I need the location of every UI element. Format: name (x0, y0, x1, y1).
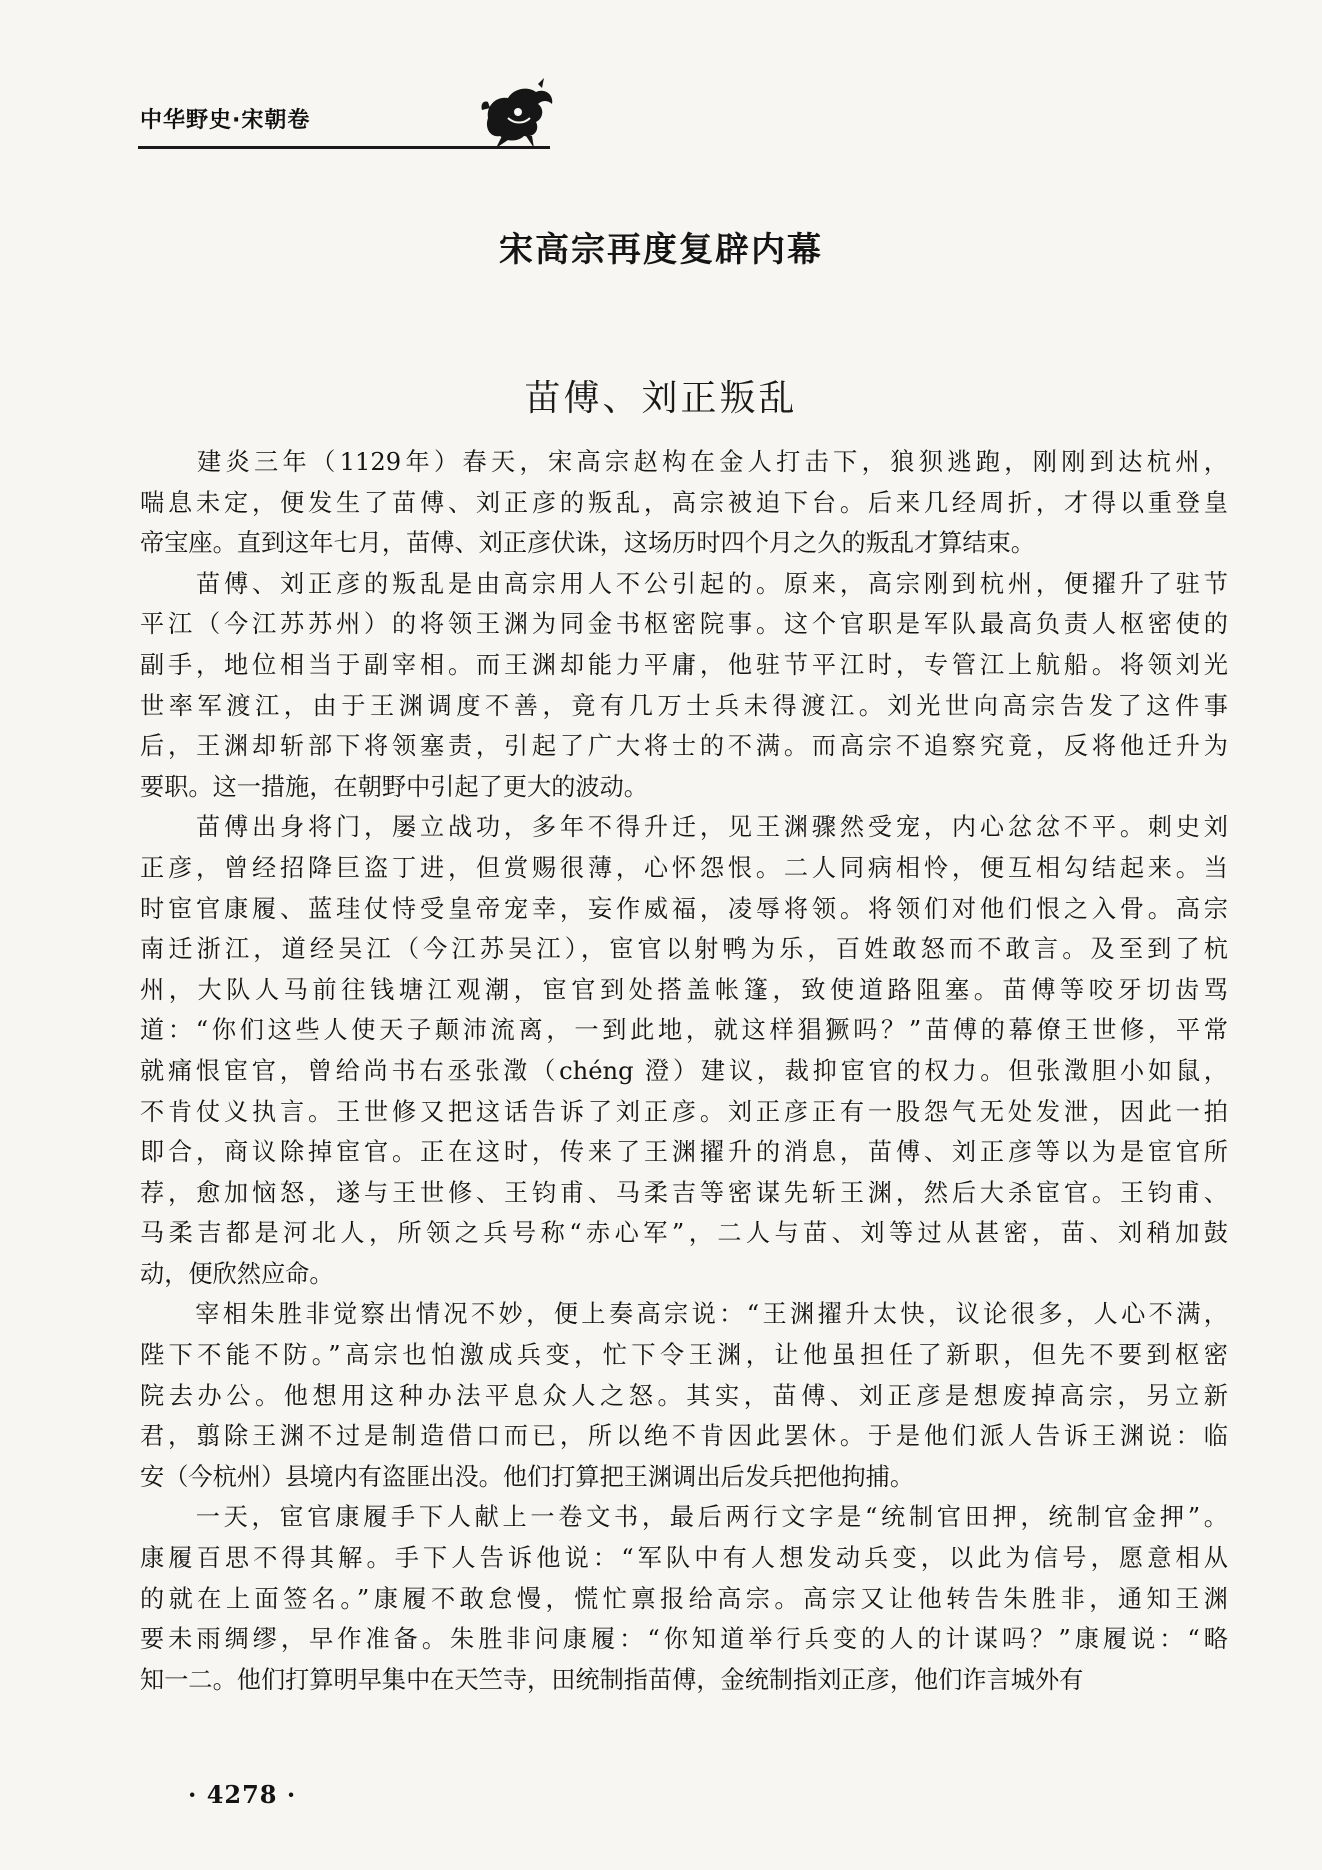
text-line: 州，大队人马前往钱塘江观潮，宦官到处搭盖帐篷，致使道路阻塞。苗傅等咬牙切齿骂 (140, 975, 1228, 1004)
text-line: 副手，地位相当于副宰相。而王渊却能力平庸，他驻节平江时，专管江上航船。将领刘光 (140, 650, 1228, 679)
text-line: 建炎三年（1129年）春天，宋高宗赵构在金人打击下，狼狈逃跑，刚刚到达杭州， (140, 448, 1228, 476)
header-label: 中华野史·宋朝卷 (140, 108, 311, 133)
text-line: 马柔吉都是河北人，所领之兵号称“赤心军”，二人与苗、刘等过从甚密，苗、刘稍加鼓 (140, 1219, 1228, 1248)
text-line: 平江（今江苏苏州）的将领王渊为同金书枢密院事。这个官职是军队最高负责人枢密使的 (140, 610, 1228, 639)
text-line: 宰相朱胜非觉察出情况不妙，便上奏高宗说：“王渊擢升太快，议论很多，人心不满， (140, 1300, 1228, 1329)
dragon-emblem-icon (478, 78, 560, 150)
body-text (140, 442, 1228, 1700)
text-line: 喘息未定，便发生了苗傅、刘正彦的叛乱，高宗被迫下台。后来几经周折，才得以重登皇 (140, 488, 1228, 517)
text-line: 世率军渡江，由于王渊调度不善，竟有几万士兵未得渡江。刘光世向高宗告发了这件事 (140, 691, 1228, 720)
text-line: 道：“你们这些人使天子颠沛流离，一到此地，就这样猖獗吗？”苗傅的幕僚王世修，平常 (140, 1016, 1228, 1045)
text-line: 动，便欣然应命。 (140, 1259, 334, 1288)
text-line: 知一二。他们打算明早集中在天竺寺，田统制指苗傅，金统制指刘正彦，他们诈言城外有 (140, 1665, 1084, 1694)
text-line: 要职。这一措施，在朝野中引起了更大的波动。 (140, 772, 648, 801)
text-line: 一天，宦官康履手下人献上一卷文书，最后两行文字是“统制官田押，统制官金押”。 (140, 1503, 1228, 1532)
text-line: 苗傅出身将门，屡立战功，多年不得升迁，见王渊骤然受宠，内心忿忿不平。刺史刘 (140, 813, 1228, 842)
text-line: 帝宝座。直到这年七月，苗傅、刘正彦伏诛，这场历时四个月之久的叛乱才算结束。 (140, 529, 1035, 558)
text-line: 要未雨绸缪，早作准备。朱胜非问康履：“你知道举行兵变的人的计谋吗？”康履说：“略 (140, 1625, 1228, 1654)
text-line: 即合，商议除掉宦官。正在这时，传来了王渊擢升的消息，苗傅、刘正彦等以为是宦官所 (140, 1138, 1228, 1167)
text-line: 荐，愈加恼怒，遂与王世修、王钧甫、马柔吉等密谋先斩王渊，然后大杀宦官。王钧甫、 (140, 1178, 1228, 1207)
text-line: 安（今杭州）县境内有盗匪出没。他们打算把王渊调出后发兵把他拘捕。 (140, 1462, 915, 1491)
text-line: 康履百思不得其解。手下人告诉他说：“军队中有人想发动兵变，以此为信号，愿意相从 (140, 1544, 1228, 1573)
article-title: 宋高宗再度复辟内幕 (499, 230, 823, 270)
text-line: 正彦，曾经招降巨盗丁进，但赏赐很薄，心怀怨恨。二人同病相怜，便互相勾结起来。当 (140, 853, 1228, 882)
section-title: 苗傅、刘正叛乱 (524, 378, 798, 419)
text-line: 苗傅、刘正彦的叛乱是由高宗用人不公引起的。原来，高宗刚到杭州，便擢升了驻节 (140, 569, 1228, 598)
page-number: · 4278 · (188, 1780, 297, 1809)
text-line: 院去办公。他想用这种办法平息众人之怒。其实，苗傅、刘正彦是想废掉高宗，另立新 (140, 1381, 1228, 1410)
text-line: 不肯仗义执言。王世修又把这话告诉了刘正彦。刘正彦正有一股怨气无处发泄，因此一拍 (140, 1097, 1228, 1126)
text-line: 就痛恨宦官，曾给尚书右丞张澂（chéng 澄）建议，裁抑宦官的权力。但张澂胆小如鼠， (140, 1056, 1228, 1085)
text-line: 后，王渊却斩部下将领塞责，引起了广大将士的不满。而高宗不追察究竟，反将他迁升为 (140, 732, 1228, 761)
text-line: 南迁浙江，道经吴江（今江苏吴江），宦官以射鸭为乐，百姓敢怒而不敢言。及至到了杭 (140, 935, 1228, 964)
text-line: 君，翦除王渊不过是制造借口而已，所以绝不肯因此罢休。于是他们派人告诉王渊说：临 (140, 1422, 1228, 1451)
text-line: 的就在上面签名。”康履不敢怠慢，慌忙禀报给高宗。高宗又让他转告朱胜非，通知王渊 (140, 1584, 1228, 1613)
text-line: 陛下不能不防。”高宗也怕激成兵变，忙下令王渊，让他虽担任了新职，但先不要到枢密 (140, 1341, 1228, 1370)
text-line: 时宦官康履、蓝珪仗恃受皇帝宠幸，妄作威福，凌辱将领。将领们对他们恨之入骨。高宗 (140, 894, 1228, 923)
